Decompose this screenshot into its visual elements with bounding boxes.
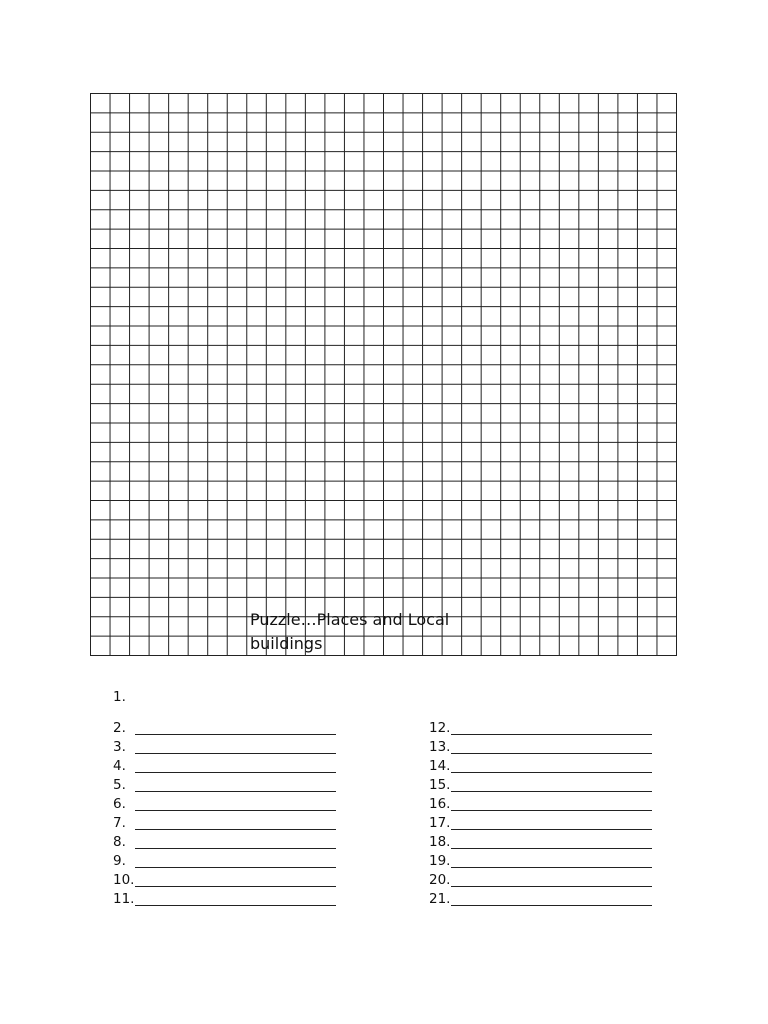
answer-number: 19. xyxy=(429,853,451,869)
answer-item-1: 1. xyxy=(113,689,126,705)
answer-line xyxy=(429,812,652,831)
puzzle-title: Puzzle…Places and Local buildings xyxy=(250,610,450,653)
answer-blank[interactable] xyxy=(135,778,336,792)
answer-blank[interactable] xyxy=(451,892,652,906)
answer-blank[interactable] xyxy=(451,759,652,773)
answer-line xyxy=(113,831,336,850)
answer-number: 12. xyxy=(429,720,451,736)
answer-blank[interactable] xyxy=(135,797,336,811)
answer-number: 20. xyxy=(429,872,451,888)
answer-number: 18. xyxy=(429,834,451,850)
answer-line xyxy=(429,755,652,774)
answer-blank[interactable] xyxy=(451,778,652,792)
answer-line xyxy=(113,774,336,793)
answer-line xyxy=(113,869,336,888)
answer-line xyxy=(113,812,336,831)
answer-number: 7. xyxy=(113,815,126,831)
answer-number: 13. xyxy=(429,739,451,755)
answer-blank[interactable] xyxy=(451,721,652,735)
answer-number: 3. xyxy=(113,739,126,755)
puzzle-grid xyxy=(90,93,677,656)
answer-number: 16. xyxy=(429,796,451,812)
answer-blank[interactable] xyxy=(135,759,336,773)
answer-number: 2. xyxy=(113,720,126,736)
answer-line xyxy=(429,850,652,869)
answer-number: 14. xyxy=(429,758,451,774)
answer-blank[interactable] xyxy=(451,740,652,754)
answer-number: 17. xyxy=(429,815,451,831)
answer-line xyxy=(429,717,652,736)
answer-line xyxy=(429,736,652,755)
answer-number: 5. xyxy=(113,777,126,793)
answer-blank[interactable] xyxy=(135,873,336,887)
answer-line xyxy=(429,869,652,888)
answer-number: 9. xyxy=(113,853,126,869)
answer-line xyxy=(429,793,652,812)
answer-blank[interactable] xyxy=(451,797,652,811)
answer-number: 11. xyxy=(113,891,135,907)
answer-line xyxy=(429,831,652,850)
answer-line xyxy=(113,793,336,812)
answer-line xyxy=(113,736,336,755)
answer-line xyxy=(113,755,336,774)
answer-number: 15. xyxy=(429,777,451,793)
answer-line xyxy=(429,774,652,793)
answer-blank[interactable] xyxy=(135,740,336,754)
answer-blank[interactable] xyxy=(135,721,336,735)
answer-blank[interactable] xyxy=(451,854,652,868)
answer-line xyxy=(113,717,336,736)
answer-line xyxy=(113,850,336,869)
answer-blank[interactable] xyxy=(451,835,652,849)
answer-blank[interactable] xyxy=(135,854,336,868)
answer-line xyxy=(429,888,652,907)
answer-number: 6. xyxy=(113,796,126,812)
answer-blank[interactable] xyxy=(135,835,336,849)
answer-number: 4. xyxy=(113,758,126,774)
answer-blank[interactable] xyxy=(451,816,652,830)
answer-number: 8. xyxy=(113,834,126,850)
answer-number: 10. xyxy=(113,872,135,888)
answer-blank[interactable] xyxy=(135,816,336,830)
answer-number: 21. xyxy=(429,891,451,907)
answer-line xyxy=(113,888,336,907)
answer-blank[interactable] xyxy=(451,873,652,887)
answer-blank[interactable] xyxy=(135,892,336,906)
